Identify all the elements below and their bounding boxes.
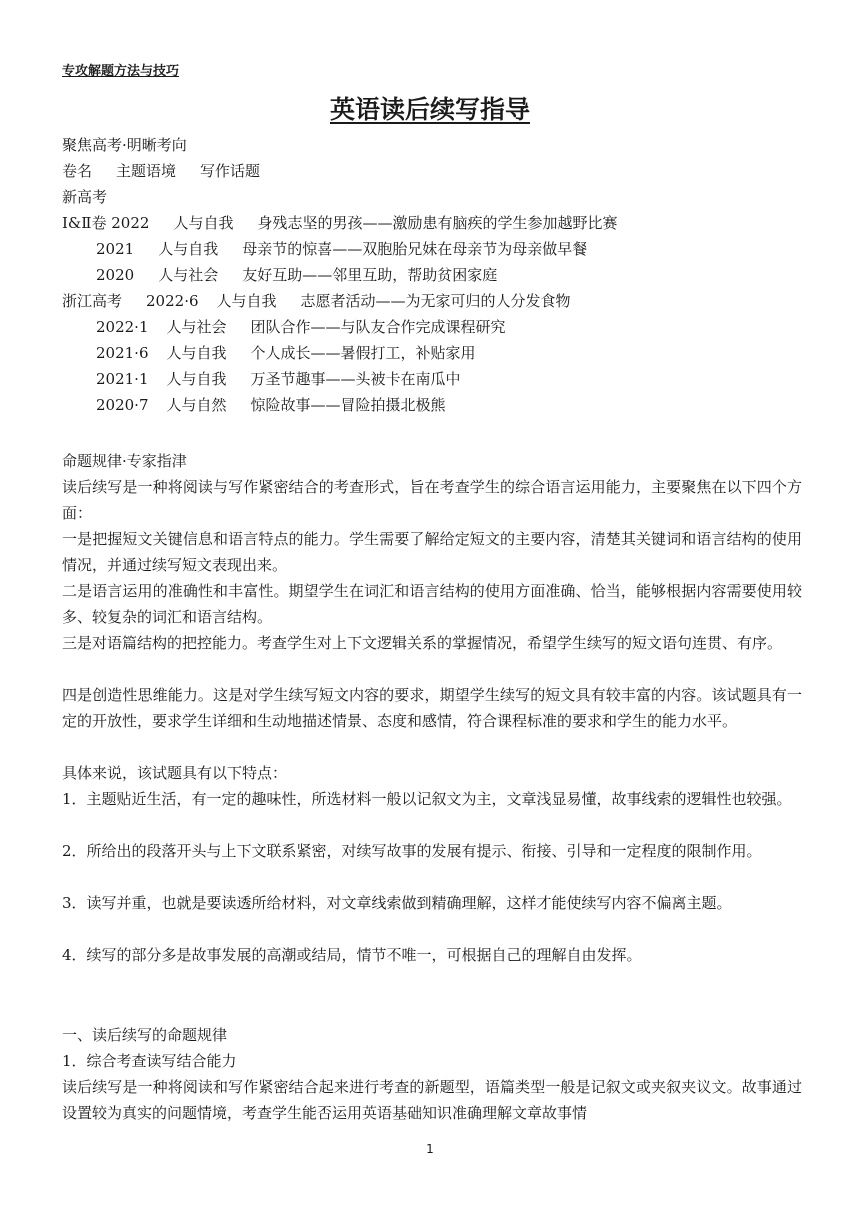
row-year: 2022·1 bbox=[96, 318, 149, 336]
row-year: 2021 bbox=[96, 240, 135, 258]
table-row bbox=[96, 236, 587, 262]
row-context: 人与自我 bbox=[166, 344, 227, 362]
row-year: 2020·7 bbox=[96, 396, 149, 414]
table-row bbox=[62, 288, 571, 314]
table-row bbox=[62, 210, 617, 236]
page-number: 1 bbox=[426, 1142, 434, 1156]
table-row bbox=[96, 392, 446, 418]
feature-3: 3．读写并重，也就是要读透所给材料，对文章线索做到精确理解，这样才能使续写内容不偏离主题。 bbox=[62, 894, 732, 912]
row-year: 2021·6 bbox=[96, 344, 149, 362]
row-year: 2021·1 bbox=[96, 370, 149, 388]
row-context: 人与社会 bbox=[166, 318, 227, 336]
row-topic: 个人成长——暑假打工，补贴家用 bbox=[250, 344, 476, 362]
table-row bbox=[96, 340, 476, 366]
rules-point-2: 二是语言运用的准确性和丰富性。期望学生在词汇和语言结构的使用方面准确、恰当，能够根据内容需要使用较多、较复杂的词汇和语言结构。 bbox=[62, 582, 802, 626]
section-one-heading: 一、读后续写的命题规律 bbox=[62, 1026, 228, 1044]
row-topic: 惊险故事——冒险拍摄北极熊 bbox=[250, 396, 446, 414]
row-topic: 身残志坚的男孩——激励患有脑疾的学生参加越野比赛 bbox=[257, 214, 618, 232]
section-one-body: 读后续写是一种将阅读和写作紧密结合起来进行考查的新题型，语篇类型一般是记叙文或夹叙夹议文。故事通过设置较为真实的问题情境，考查学生能否运用英语基础知识准确理解文章故事情 bbox=[62, 1078, 802, 1122]
section-one-subheading: 1．综合考查读写结合能力 bbox=[62, 1052, 237, 1070]
group-label-new: 新高考 bbox=[62, 188, 108, 206]
features-intro: 具体来说，该试题具有以下特点： bbox=[62, 764, 288, 782]
row-context: 人与自我 bbox=[166, 370, 227, 388]
row-topic: 友好互助——邻里互助，帮助贫困家庭 bbox=[242, 266, 498, 284]
table-row bbox=[96, 314, 506, 340]
row-paper: Ⅰ&Ⅱ卷 bbox=[62, 214, 107, 232]
row-context: 人与社会 bbox=[158, 266, 219, 284]
row-topic: 万圣节趣事——头被卡在南瓜中 bbox=[250, 370, 461, 388]
table-header bbox=[62, 158, 260, 184]
row-topic: 母亲节的惊喜——双胞胎兄妹在母亲节为母亲做早餐 bbox=[242, 240, 588, 258]
rules-point-4: 四是创造性思维能力。这是对学生续写短文内容的要求，期望学生续写的短文具有较丰富的内容。该试题具有一定的开放性，要求学生详细和生动地描述情景、态度和感情，符合课程标准的要求和学生的能力水平。 bbox=[62, 686, 802, 730]
row-paper: 浙江高考 bbox=[62, 292, 123, 310]
table-row bbox=[96, 262, 497, 288]
header-col-topic: 写作话题 bbox=[200, 162, 261, 180]
focus-heading: 聚焦高考·明晰考向 bbox=[62, 136, 187, 154]
rules-point-3: 三是对语篇结构的把控能力。考查学生对上下文逻辑关系的掌握情况，希望学生续写的短文语句连贯、有序。 bbox=[62, 634, 783, 652]
row-context: 人与自我 bbox=[158, 240, 219, 258]
rules-intro: 读后续写是一种将阅读与写作紧密结合的考查形式，旨在考查学生的综合语言运用能力，主要聚焦在以下四个方面： bbox=[62, 478, 802, 522]
header-col-context: 主题语境 bbox=[116, 162, 177, 180]
page-title: 英语读后续写指导 bbox=[329, 95, 530, 124]
feature-2: 2．所给出的段落开头与上下文联系紧密，对续写故事的发展有提示、衔接、引导和一定程度的限制作用。 bbox=[62, 842, 762, 860]
row-context: 人与自我 bbox=[216, 292, 277, 310]
rules-point-1: 一是把握短文关键信息和语言特点的能力。学生需要了解给定短文的主要内容，清楚其关键词和语言结构的使用情况，并通过续写短文表现出来。 bbox=[62, 530, 802, 574]
feature-1: 1．主题贴近生活，有一定的趣味性，所选材料一般以记叙文为主，文章浅显易懂，故事线索的逻辑性也较强。 bbox=[62, 790, 792, 808]
row-context: 人与自我 bbox=[173, 214, 234, 232]
row-topic: 志愿者活动——为无家可归的人分发食物 bbox=[300, 292, 571, 310]
row-context: 人与自然 bbox=[166, 396, 227, 414]
feature-4: 4．续写的部分多是故事发展的高潮或结局，情节不唯一，可根据自己的理解自由发挥。 bbox=[62, 946, 642, 964]
header-col-paper: 卷名 bbox=[62, 162, 93, 180]
row-year: 2022 bbox=[111, 214, 150, 232]
row-year: 2020 bbox=[96, 266, 135, 284]
row-topic: 团队合作——与队友合作完成课程研究 bbox=[250, 318, 506, 336]
top-label: 专攻解题方法与技巧 bbox=[62, 64, 180, 79]
rules-heading: 命题规律·专家指津 bbox=[62, 452, 187, 470]
row-year: 2022·6 bbox=[146, 292, 199, 310]
table-row bbox=[96, 366, 461, 392]
